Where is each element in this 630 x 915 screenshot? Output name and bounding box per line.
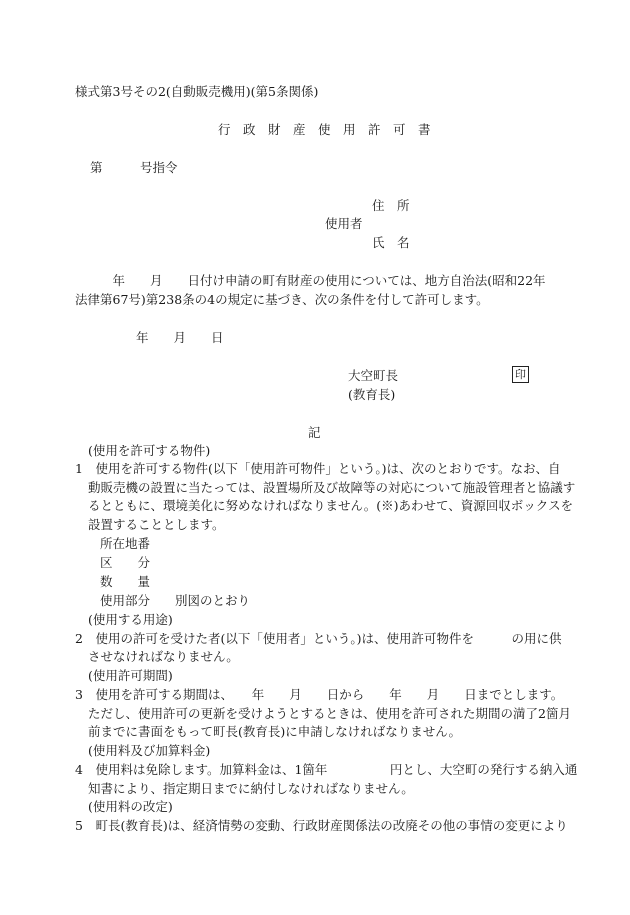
education-chief-title: (教育長) — [348, 387, 396, 402]
section-line: 知書により、指定期日までに納付しなければなりません。 — [88, 781, 414, 796]
section-line: ただし、使用許可の更新を受けようとするときは、使用を許可された期間の満了2箇月 — [88, 706, 571, 721]
property-item: 数 量 — [100, 574, 151, 589]
name-label: 氏 名 — [372, 235, 410, 250]
section-heading: (使用を許可する物件) — [88, 443, 211, 458]
user-label: 使用者 — [325, 216, 363, 231]
directive-number: 第 号指令 — [90, 160, 178, 175]
section-line: 4 使用料は免除します。加算料金は、1箇年 円とし、大空町の発行する納入通 — [75, 762, 578, 777]
section-line: 1 使用を許可する物件(以下「使用許可物件」という。)は、次のとおりです。なお、自 — [75, 461, 561, 476]
section-heading: (使用する用途) — [88, 612, 173, 627]
form-number: 様式第3号その2(自動販売機用)(第5条関係) — [75, 84, 319, 99]
issue-date: 年 月 日 — [136, 330, 224, 345]
section-line: 2 使用の許可を受けた者(以下「使用者」という。)は、使用許可物件を の用に供 — [75, 631, 562, 646]
ki-heading: 記 — [308, 425, 321, 440]
section-line: 5 町長(教育長)は、経済情勢の変動、行政財産関係法の改廃その他の事情の変更により — [75, 818, 568, 833]
seal-mark: 印 — [512, 366, 529, 383]
section-heading: (使用許可期間) — [88, 668, 173, 683]
property-item: 区 分 — [100, 555, 151, 570]
section-line: 前までに書面をもって町長(教育長)に申請しなければなりません。 — [88, 724, 462, 739]
section-line: るとともに、環境美化に努めなければなりません。(※)あわせて、資源回収ボックスを — [88, 498, 574, 513]
section-line: 設置することとします。 — [88, 517, 225, 532]
section-heading: (使用料及び加算料金) — [88, 743, 211, 758]
mayor-title: 大空町長 — [348, 368, 399, 383]
document-title: 行 政 財 産 使 用 許 可 書 — [218, 122, 431, 137]
section-line: させなければなりません。 — [88, 649, 239, 664]
intro-line: 法律第67号)第238条の4の規定に基づき、次の条件を付して許可します。 — [75, 292, 489, 307]
property-item: 使用部分 別図のとおり — [100, 593, 251, 608]
section-heading: (使用料の改定) — [88, 799, 173, 814]
section-line: 3 使用を許可する期間は、 年 月 日から 年 月 日までとします。 — [75, 687, 564, 702]
property-item: 所在地番 — [100, 536, 151, 551]
address-label: 住 所 — [372, 198, 410, 213]
section-line: 動販売機の設置に当たっては、設置場所及び故障等の対応について施設管理者と協議す — [88, 480, 576, 495]
intro-line: 年 月 日付け申請の町有財産の使用については、地方自治法(昭和22年 — [75, 273, 546, 288]
